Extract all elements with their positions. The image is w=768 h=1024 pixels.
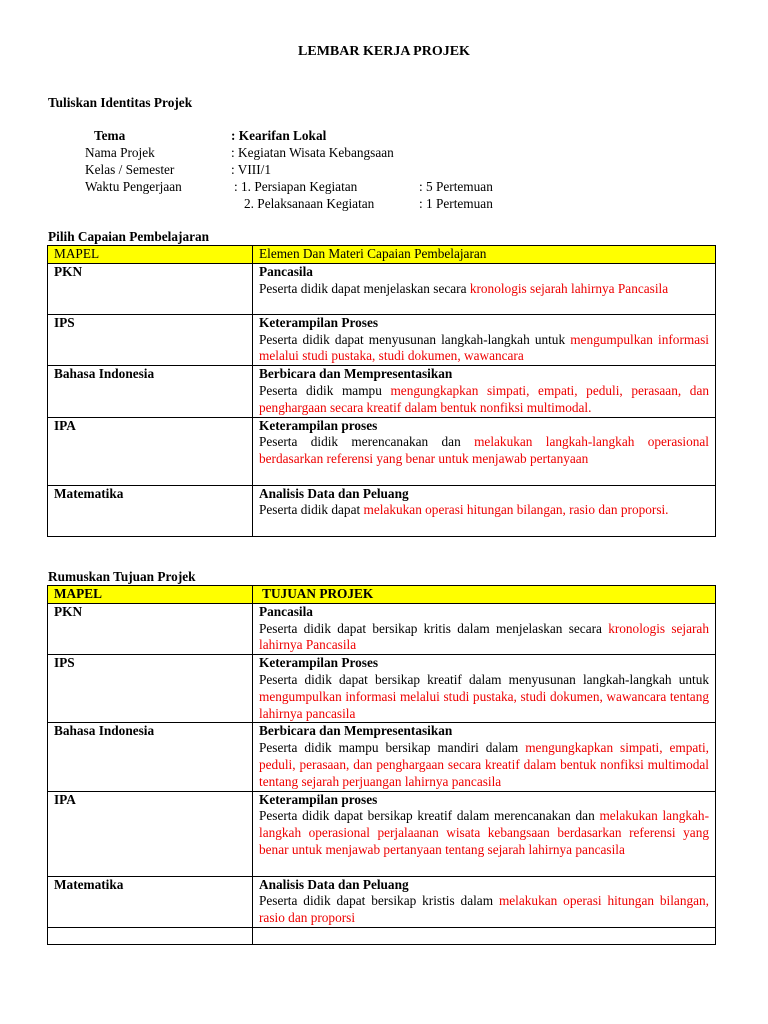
description-highlight: mengungkapkan simpati, empati, peduli, perasaan, dan penghargaan secara kreatif dalam bentuk nonfiksi multimodal tentang sejarah perjuangan lahirnya pancasila: [259, 740, 709, 789]
mapel-cell: Bahasa Indonesia: [48, 723, 253, 791]
description-highlight: mengumpulkan informasi melalui studi pustaka, studi dokumen, wawancara: [259, 331, 709, 364]
description-text: Peserta didik dapat menjelaskan secara: [259, 280, 470, 296]
element-title: Keterampilan proses: [259, 417, 378, 433]
capaian-table: [47, 245, 716, 537]
table-row: [48, 417, 716, 485]
table-row: [48, 876, 716, 927]
table-row: [48, 263, 716, 314]
description-text: Peserta didik dapat bersikap kritis dalam menjelaskan secara: [259, 620, 609, 636]
description-text: Peserta didik dapat bersikap kreatif dalam merencanakan dan: [259, 808, 600, 824]
tujuan-table: [47, 585, 716, 945]
capaian-heading: Pilih Capaian Pembelajaran: [48, 229, 210, 244]
header-elemen: Elemen Dan Materi Capaian Pembelajaran: [253, 246, 716, 264]
description-highlight: melakukan langkah-langkah operasional perjalaanan wisata kebangsaan berdasarkan referensi yang benar untuk menjawab pertanyaan tentang sejarah lahirnya pancasila: [259, 808, 710, 857]
mapel-cell: Matematika: [48, 485, 253, 536]
description-highlight: melakukan langkah-langkah operasional berdasarkan referensi yang benar untuk menjawab pertanyaan: [259, 434, 709, 467]
identity-value: : 1. Persiapan Kegiatan: [234, 179, 358, 194]
table-row: [48, 603, 716, 654]
description: [259, 502, 709, 519]
header-tujuan: TUJUAN PROJEK: [253, 586, 716, 604]
element-title: Analisis Data dan Peluang: [259, 485, 409, 501]
identity-label: Waktu Pengerjaan: [85, 179, 182, 194]
mapel-cell: IPA: [48, 417, 253, 485]
header-mapel: MAPEL: [48, 246, 253, 264]
content-cell: [253, 263, 716, 314]
element-title: Pancasila: [259, 603, 313, 619]
description: [259, 808, 709, 858]
identity-extra: : 5 Pertemuan: [419, 179, 493, 194]
mapel-cell: Matematika: [48, 876, 253, 927]
description-text: Peserta didik dapat bersikap kreatif dalam menyusunan langkah-langkah untuk: [259, 671, 709, 687]
table-header-row: [48, 246, 716, 264]
table-row: [48, 366, 716, 417]
description: [259, 740, 709, 790]
identity-label: Kelas / Semester: [85, 162, 175, 177]
element-title: Keterampilan Proses: [259, 655, 379, 671]
description: [259, 672, 709, 722]
element-title: Keterampilan Proses: [259, 314, 379, 330]
description-text: Peserta didik dapat bersikap kristis dalam: [259, 893, 499, 909]
document-title: LEMBAR KERJA PROJEK: [298, 44, 470, 59]
description-highlight: kronologis sejarah lahirnya Pancasila: [469, 280, 669, 296]
element-title: Berbicara dan Mempresentasikan: [259, 723, 453, 739]
mapel-cell: IPA: [48, 791, 253, 876]
content-cell: [253, 314, 716, 365]
mapel-cell: Bahasa Indonesia: [48, 366, 253, 417]
identity-heading: Tuliskan Identitas Projek: [48, 95, 193, 110]
table-row-empty: [48, 927, 716, 944]
table-row: [48, 485, 716, 536]
content-cell: [253, 876, 716, 927]
description-highlight: mengumpulkan informasi melalui studi pustaka, studi dokumen, wawancara tentang lahirnya pancasila: [259, 688, 709, 721]
description-highlight: melakukan operasi hitungan bilangan, rasio dan proporsi: [259, 893, 709, 926]
content-cell: [253, 485, 716, 536]
identity-label: Tema: [94, 128, 126, 143]
content-cell: [253, 366, 716, 417]
description: [259, 383, 709, 417]
header-mapel: MAPEL: [48, 586, 253, 604]
content-cell: [253, 927, 716, 944]
tujuan-heading: Rumuskan Tujuan Projek: [48, 569, 196, 584]
mapel-cell: PKN: [48, 603, 253, 654]
mapel-cell: IPS: [48, 314, 253, 365]
mapel-cell: [48, 927, 253, 944]
description: [259, 332, 709, 366]
element-title: Keterampilan proses: [259, 791, 378, 807]
identity-value: : Kegiatan Wisata Kebangsaan: [231, 145, 394, 160]
description-highlight: kronologis sejarah lahirnya Pancasila: [259, 620, 709, 653]
identity-extra: : 1 Pertemuan: [419, 196, 493, 211]
description: [259, 621, 709, 655]
description-text: Peserta didik dapat menyusunan langkah-langkah untuk: [259, 331, 571, 347]
element-title: Pancasila: [259, 263, 313, 279]
table-row: [48, 791, 716, 876]
mapel-cell: IPS: [48, 655, 253, 723]
identity-value: : VIII/1: [231, 162, 272, 177]
table-header-row: [48, 586, 716, 604]
content-cell: [253, 791, 716, 876]
identity-label: Nama Projek: [85, 145, 155, 160]
description-text: Peserta didik dapat: [259, 502, 364, 518]
element-title: Analisis Data dan Peluang: [259, 876, 409, 892]
description: [259, 893, 709, 927]
table-row: [48, 723, 716, 791]
identity-value: 2. Pelaksanaan Kegiatan: [244, 196, 375, 211]
table-row: [48, 655, 716, 723]
content-cell: [253, 417, 716, 485]
content-cell: [253, 655, 716, 723]
mapel-cell: PKN: [48, 263, 253, 314]
description-highlight: mengungkapkan simpati, empati, peduli, perasaan, dan penghargaan secara kreatif dalam bentuk nonfiksi multimodal.: [259, 382, 710, 415]
identity-value: : Kearifan Lokal: [231, 128, 327, 143]
description-text: Peserta didik merencanakan dan: [259, 434, 475, 450]
description-text: Peserta didik mampu bersikap mandiri dalam: [259, 740, 526, 756]
description: [259, 434, 709, 468]
description-text: Peserta didik mampu: [259, 382, 391, 398]
element-title: Berbicara dan Mempresentasikan: [259, 366, 453, 382]
content-cell: [253, 603, 716, 654]
description: [259, 281, 709, 298]
content-cell: [253, 723, 716, 791]
table-row: [48, 314, 716, 365]
description-highlight: melakukan operasi hitungan bilangan, rasio dan proporsi.: [363, 502, 669, 518]
